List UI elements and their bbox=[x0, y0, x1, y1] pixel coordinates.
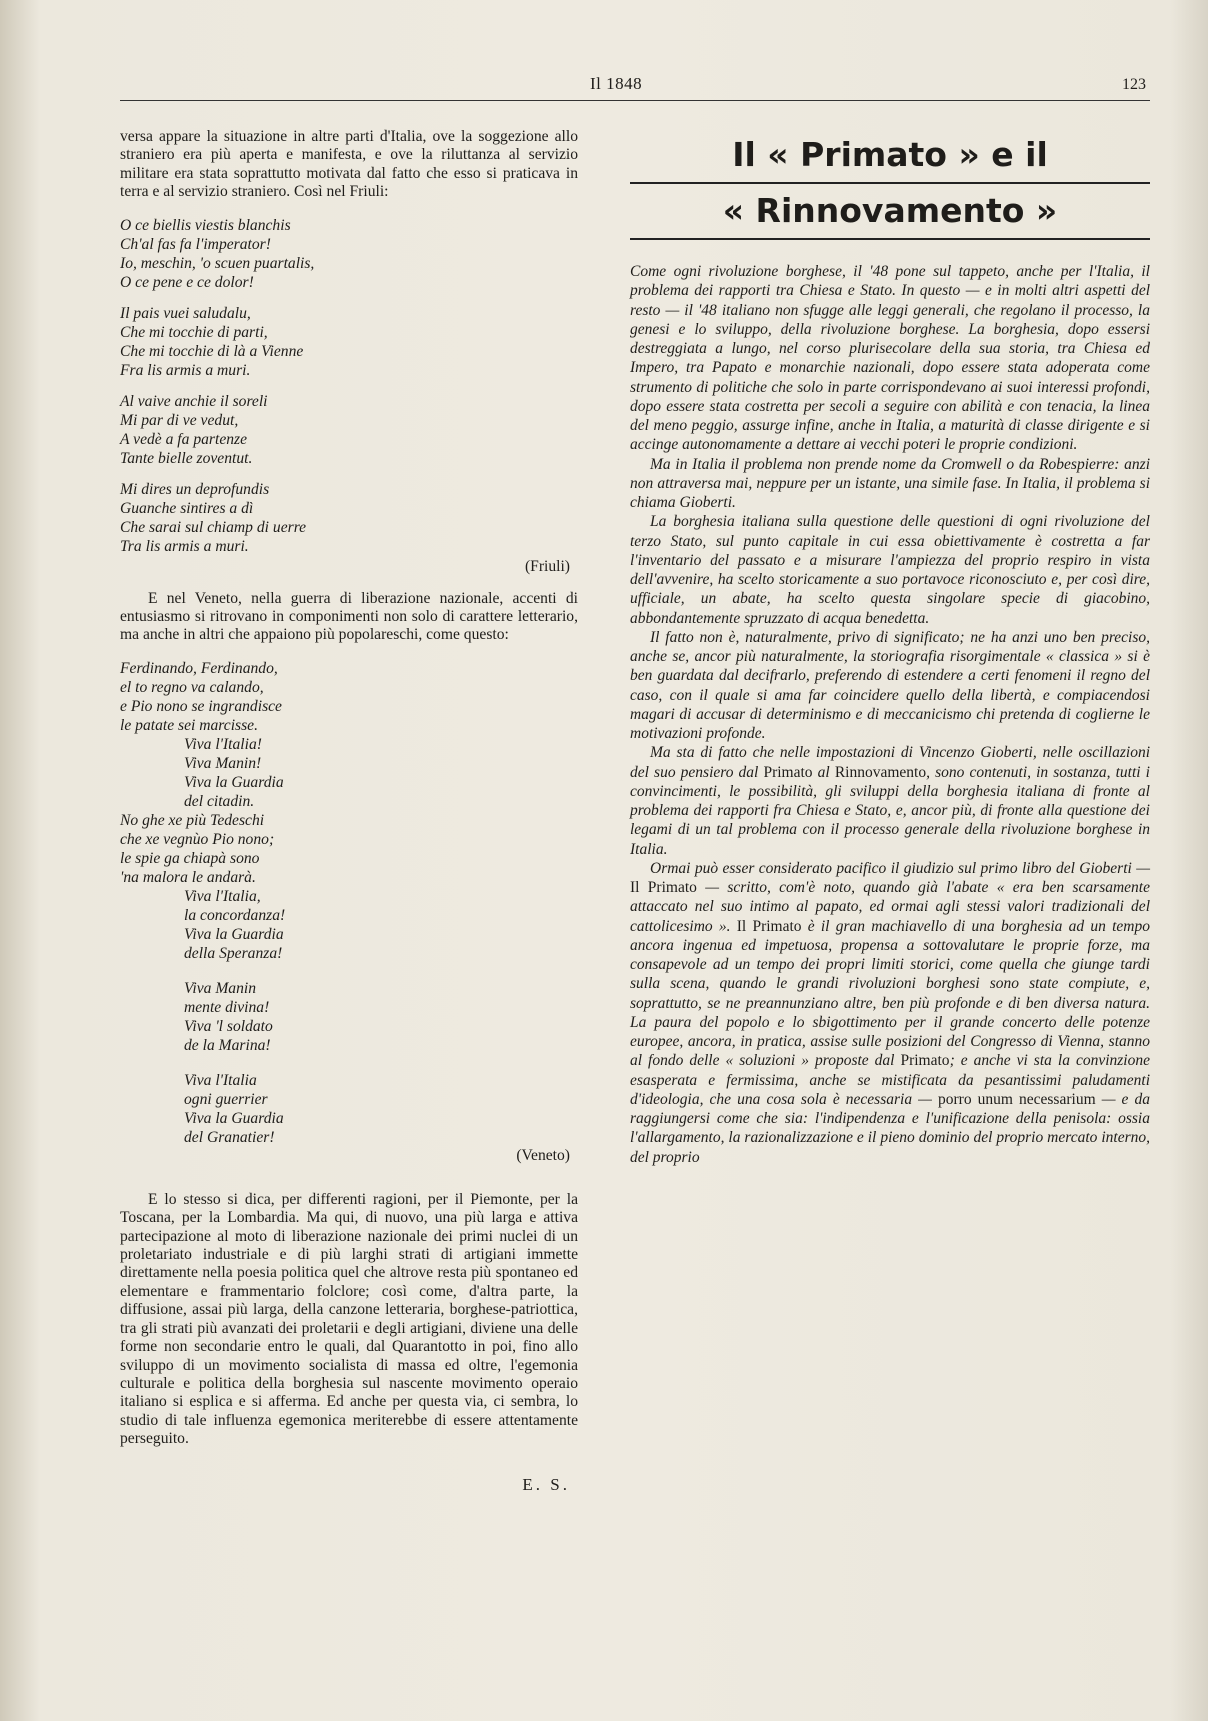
essay-paragraph: Ma sta di fatto che nelle impostazioni di Vincenzo Gioberti, nelle oscillazioni del suo pensiero dal Primato al Rinnovamento, sono contenuti, in sostanza, tutti i convincimenti, le possibilità, gli sviluppi della borghesia italiana di fronte al problema dei rapporti fra Chiesa e Stato, e, ancor più, di fronte alla questione dei legami di un tal problema con il processo generale della rivoluzione borghese in Italia. bbox=[630, 744, 1150, 858]
poem-line: de la Marina! bbox=[184, 1036, 271, 1054]
latin-phrase: porro unum necessarium bbox=[938, 1090, 1096, 1108]
left-column bbox=[120, 128, 578, 1495]
essay-body bbox=[630, 262, 1150, 1167]
closing-paragraph: E lo stesso si dica, per differenti ragioni, per il Piemonte, per la Toscana, per la Lombardia. Ma qui, di nuovo, una più larga e attiva partecipazione al moto di liberazione nazionale dei primi nuclei di un proletariato industriale e di più larghi strati di artigiani immette direttamente nella poesia politica quel che altrove resta più spontaneo ed elementare e frammentario folclore; così come, d'altra parte, la diffusione, assai più larga, della canzone letteraria, borghese-patriottica, tra gli strati più avanzati dei proletarii e degli artigiani, diviene una delle forme non secondarie entro le quali, dal Quarantotto in poi, fino allo sviluppo di un movimento socialista di massa ed oltre, l'egemonia culturale e politica della borghesia sul nascente movimento operaio italiano si esplica e si afferma. Ed anche per questa via, ci sembra, lo studio di tale influenza egemonica meriterebbe di essere attentamente perseguito. bbox=[120, 1190, 578, 1448]
poem-line: Viva l'Italia bbox=[184, 1071, 257, 1089]
book-title-rinnovamento: Rinnovamento bbox=[834, 763, 927, 781]
poem-line: A vedè a fa partenze bbox=[120, 430, 248, 448]
poem-line: 'na malora le andarà. bbox=[120, 868, 256, 886]
page-number: 123 bbox=[1122, 76, 1146, 93]
poem-line: Viva 'l soldato bbox=[184, 1017, 273, 1035]
source-friuli: (Friuli) bbox=[524, 557, 570, 575]
poem-line: Ferdinando, Ferdinando, bbox=[120, 659, 278, 677]
poem-line: Mi par di ve vedut, bbox=[120, 411, 239, 429]
poem-line: Viva l'Italia, bbox=[184, 887, 261, 905]
poem-line: Viva l'Italia! bbox=[184, 735, 262, 753]
veneto-stanza bbox=[120, 811, 578, 887]
poem-line: che xe vegnùo Pio nono; bbox=[120, 830, 275, 848]
poem-line: Il pais vuei saludalu, bbox=[120, 304, 251, 322]
poem-line: Che sarai sul chiamp di uerre bbox=[120, 518, 307, 536]
essay-paragraph: Il fatto non è, naturalmente, privo di significato; ne ha anzi uno ben preciso, anche se, ancor più naturalmente, la storiografia risorgimentale « classica » si è ben guardata dal decifrarlo, preferendo di estendere a certi fenomeni il regno del caso, con il quale si ama far coincidere quello della libertà, e compiacendosi magari di accusar di determinismo e di meccanicismo chi pretenda di coglierne le motivazioni profonde. bbox=[630, 628, 1150, 742]
poem-line: ogni guerrier bbox=[184, 1090, 268, 1108]
poem-line: Viva la Guardia bbox=[184, 773, 284, 791]
poem-line: Viva la Guardia bbox=[184, 1109, 284, 1127]
essay-paragraph: Ma in Italia il problema non prende nome da Cromwell o da Robespierre: anzi non attraversa mai, neppure per un istante, una simile fase. In Italia, il problema si chiama Gioberti. bbox=[630, 455, 1150, 511]
poem-line: Che mi tocchie di parti, bbox=[120, 323, 268, 341]
poem-line: della Speranza! bbox=[184, 944, 283, 962]
poem-line: Mi dires un deprofundis bbox=[120, 480, 270, 498]
poem-line: le spie ga chiapà sono bbox=[120, 849, 260, 867]
essay-paragraph: Ormai può esser considerato pacifico il giudizio sul primo libro del Gioberti — Il Primato — scritto, com'è noto, quando già l'abate « era ben scarsamente attaccato nel suo intimo al papato, ed ormai agli stessi valori tradizionali del cattolicesimo ». Il Primato è il gran machiavello di una borghesia ad un tempo ancora ingenua ed impetuosa, propensa a sottovalutare le proprie forze, ma consapevole ad un tempo dei propri limiti storici, come quella che giunge tardi sulla scena, quando le grandi rivoluzioni borghesi sono state compiute, e, soprattutto, se ne preannunziano altre, ben più profonde e di ben diversa natura. La paura del popolo e lo sbigottimento per il grande concerto delle potenze europee, ancora, in pratica, assise sulle posizioni del Congresso di Vienna, stanno al fondo delle « soluzioni » proposte dal Primato; e anche vi sta la convinzione esasperata e fermissima, anche se mistificata da pesantissimi paludamenti d'ideologia, che una cosa sola è necessaria — porro unum necessarium — e da raggiungersi come che sia: l'indipendenza e l'unificazione della penisola: ossia l'allargamento, la razionalizzazione e il pieno dominio del proprio mercato interno, del proprio bbox=[630, 859, 1150, 1166]
poem-line: mente divina! bbox=[184, 998, 270, 1016]
poem-line: No ghe xe più Tedeschi bbox=[120, 811, 265, 829]
poem-line: O ce pene e ce dolor! bbox=[120, 273, 254, 291]
veneto-chorus bbox=[120, 979, 578, 1055]
veneto-poem bbox=[120, 659, 578, 1147]
book-title-primato: Il Primato bbox=[736, 917, 802, 935]
essay-paragraph: La borghesia italiana sulla questione delle questioni di ogni rivoluzione del terzo Stato, sul punto capitale in cui essa obiettivamente è costretta a far l'inventario del passato e a misurare l'ampiezza del proprio respiro in vista dell'avvenire, ha scelto storicamente a suo portavoce riconosciuto e, per così dire, ufficiale, un abate, ha scelto questa singolare specie di giacobino, abbondantemente spruzzato di acqua benedetta. bbox=[630, 513, 1150, 627]
poem-line: O ce biellis viestis blanchis bbox=[120, 216, 291, 234]
essay-paragraph: Come ogni rivoluzione borghese, il '48 pone sul tappeto, anche per l'Italia, il problema dei rapporti tra Chiesa e Stato. In questo — e in molti altri aspetti del resto — il '48 italiano non sfugge alle leggi generali, che regolano il processo, la genesi e lo sviluppo, della rivoluzione borghese. La borghesia, dopo essersi destreggiata a lungo, nel corso plurisecolare della sua storia, tra Chiesa ed Impero, tra Papato e monarchie nazionali, dopo essere stata adoperata come strumento di politiche che solo in parte corrispondevano ai suoi interessi profondi, dopo essere stata costretta per secoli a seguire con abilità e con tenacia, la linea del meno peggio, assurge infine, anche in Italia, a maturità di classe dirigente e si accinge autonomamente a dettare ai vecchi poteri le proprie condizioni. bbox=[630, 263, 1150, 454]
poem-line: Io, meschin, 'o scuen puartalis, bbox=[120, 254, 315, 272]
poem-line: el to regno va calando, bbox=[120, 678, 264, 696]
poem-line: Al vaive anchie il soreli bbox=[120, 392, 268, 410]
poem-line: e Pio nono se ingrandisce bbox=[120, 697, 282, 715]
poem-line: Che mi tocchie di là a Vienne bbox=[120, 342, 304, 360]
veneto-chorus bbox=[120, 735, 578, 811]
running-title: Il 1848 bbox=[590, 74, 643, 93]
poem-line: del citadin. bbox=[184, 792, 255, 810]
poem-line: la concordanza! bbox=[184, 906, 286, 924]
author-signature: E. S. bbox=[522, 1474, 570, 1494]
poem-line: Fra lis armis a muri. bbox=[120, 361, 251, 379]
friuli-poem bbox=[120, 216, 578, 556]
poem-line: Tante bielle zoventut. bbox=[120, 449, 253, 467]
poem-line: Viva la Guardia bbox=[184, 925, 284, 943]
section-title bbox=[630, 128, 1150, 240]
veneto-intro-paragraph: E nel Veneto, nella guerra di liberazione nazionale, accenti di entusiasmo si ritrovano in componimenti non solo di carattere letterario, ma anche in altri che appaiono più popolareschi, come questo: bbox=[120, 589, 578, 644]
book-title-primato: Primato bbox=[763, 763, 813, 781]
poem-line: Guanche sintires a dì bbox=[120, 499, 254, 517]
book-title-primato: Il Primato bbox=[630, 879, 697, 896]
source-veneto: (Veneto) bbox=[516, 1146, 570, 1164]
veneto-stanza bbox=[120, 659, 578, 735]
poem-line: del Granatier! bbox=[184, 1128, 275, 1146]
veneto-chorus bbox=[120, 1071, 578, 1147]
section-title-line-1: Il « Primato » e il bbox=[630, 128, 1150, 184]
section-title-line-2: « Rinnovamento » bbox=[630, 184, 1150, 240]
right-column bbox=[630, 128, 1150, 1167]
friuli-stanza bbox=[120, 480, 578, 556]
friuli-stanza bbox=[120, 216, 578, 292]
poem-line: Viva Manin bbox=[184, 979, 257, 997]
left-intro-paragraph: versa appare la situazione in altre parti d'Italia, ove la soggezione allo straniero era più aperta e manifesta, e ove la riluttanza al servizio militare era stata soprattutto motivata dal fatto che esso si praticava in terra e al servizio straniero. Così nel Friuli: bbox=[120, 128, 578, 201]
friuli-stanza bbox=[120, 392, 578, 468]
veneto-chorus bbox=[120, 887, 578, 963]
poem-line: Ch'al fas fa l'imperator! bbox=[120, 235, 271, 253]
poem-line: Viva Manin! bbox=[184, 754, 262, 772]
poem-line: le patate sei marcisse. bbox=[120, 716, 259, 734]
running-header bbox=[120, 70, 1150, 101]
poem-line: Tra lis armis a muri. bbox=[120, 537, 249, 555]
book-title-primato: Primato bbox=[900, 1052, 950, 1070]
friuli-stanza bbox=[120, 304, 578, 380]
